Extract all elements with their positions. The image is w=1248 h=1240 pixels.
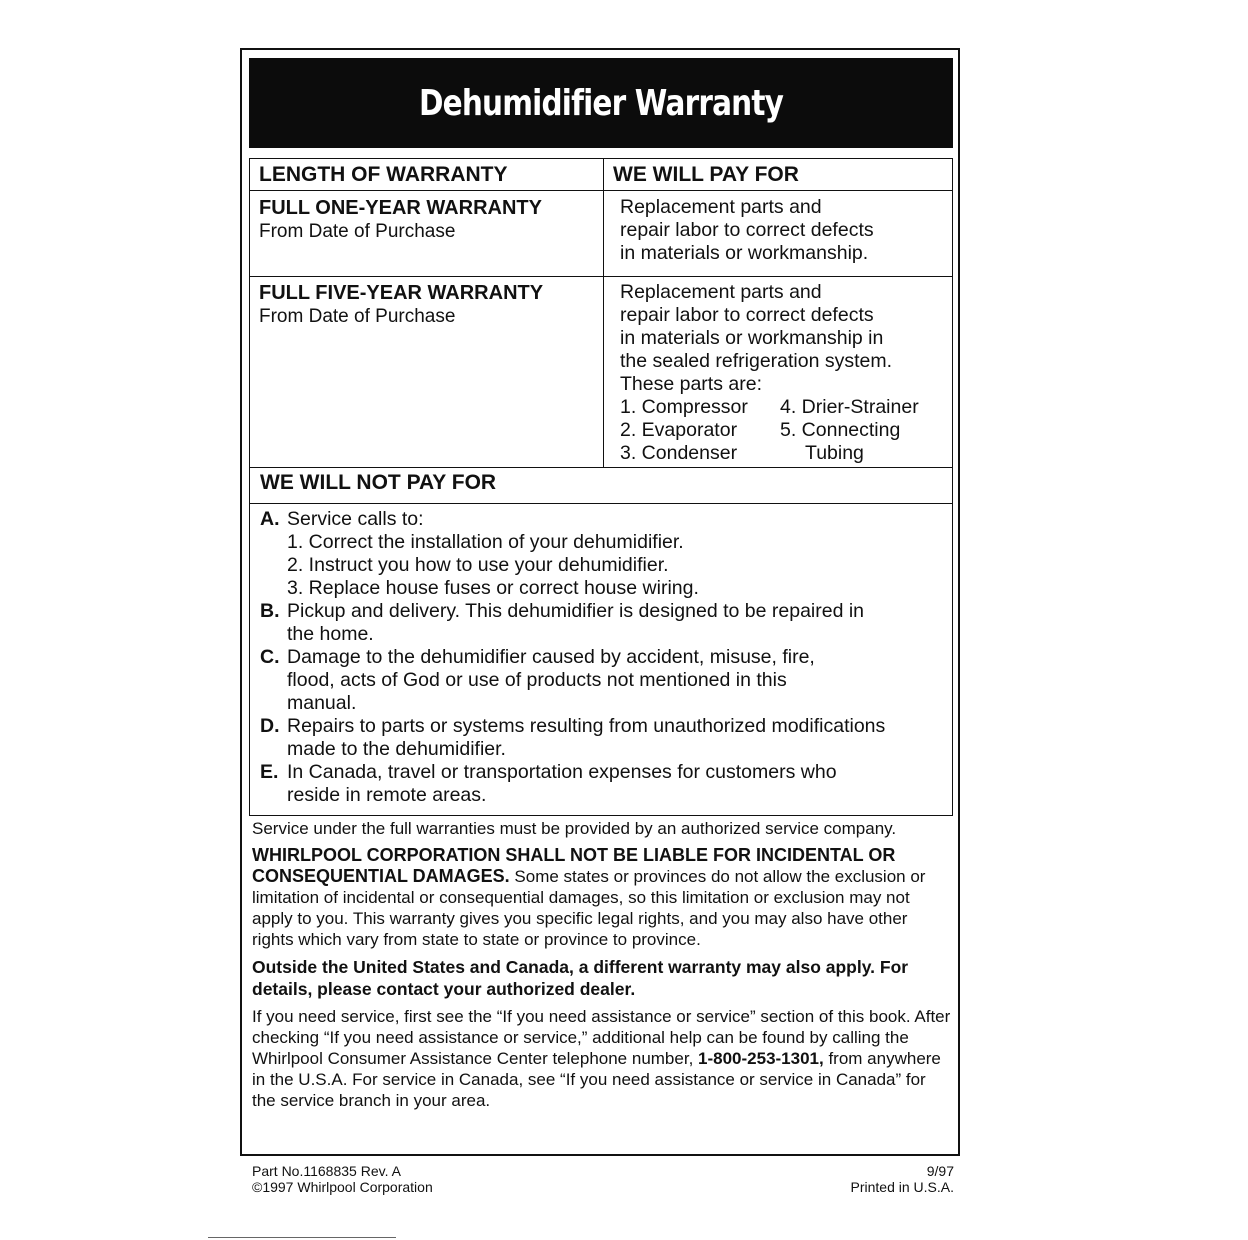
list-item: [260, 600, 942, 623]
table-header-row: [250, 159, 953, 191]
coverage-line: Replacement parts and: [620, 196, 822, 218]
list-item: [260, 508, 942, 531]
scan-artifact-line: [208, 1237, 396, 1238]
page-title: Dehumidifier Warranty: [418, 82, 784, 124]
liability-paragraph: [252, 845, 952, 950]
item-letter: D.: [260, 715, 280, 737]
footer-right: [851, 1163, 955, 1195]
warranty-table: [249, 158, 953, 468]
item-text: Service calls to:: [287, 508, 424, 530]
part-item: 4. Drier-Strainer: [780, 396, 919, 418]
title-banner: [249, 58, 953, 148]
item-text: Repairs to parts or systems resulting from unauthorized modifications: [287, 715, 886, 737]
part-item: 2. Evaporator: [620, 419, 738, 441]
list-item: [260, 646, 942, 669]
service-text-pre: If you need service, first see the “If you need assistance or service” section of this book. After checking “If you need assistance or service,” additional help can be found by calling the Whirlpool Consumer Assistance Center telephone number,: [252, 1007, 951, 1068]
coverage-line: in materials or workmanship.: [620, 242, 869, 264]
item-continuation: manual.: [287, 692, 357, 714]
parts-list: [613, 396, 952, 465]
coverage-cell: [604, 191, 953, 277]
footer-left: [252, 1163, 433, 1195]
liability-bold: WHIRLPOOL CORPORATION SHALL NOT BE LIABLE FOR INCIDENTAL OR CONSEQUENTIAL DAMAGES.: [252, 845, 896, 886]
item-letter: B.: [260, 600, 280, 622]
coverage-line: These parts are:: [620, 373, 762, 395]
table-row: [250, 191, 953, 277]
warranty-type: FULL FIVE-YEAR WARRANTY: [259, 282, 544, 304]
outside-us-note: Outside the United States and Canada, a different warranty may also apply. For details, please contact your authorized dealer.: [252, 957, 909, 999]
item-continuation: the home.: [287, 623, 374, 645]
list-item: [260, 715, 942, 738]
coverage-line: Replacement parts and: [620, 281, 822, 303]
coverage-line: repair labor to correct defects: [620, 304, 874, 326]
coverage-line: in materials or workmanship in: [620, 327, 884, 349]
item-text: Damage to the dehumidifier caused by accident, misuse, fire,: [287, 646, 815, 668]
service-note: Service under the full warranties must be provided by an authorized service company.: [252, 819, 897, 838]
list-item: [260, 761, 942, 784]
sub-item: 1. Correct the installation of your dehumidifier.: [287, 531, 684, 553]
header-we-will-pay-for: WE WILL PAY FOR: [604, 159, 953, 191]
item-continuation: made to the dehumidifier.: [287, 738, 506, 760]
liability-text: Some states or provinces do not allow the exclusion or limitation of incidental or consequential damages, so this limitation or exclusion may not apply to you. This warranty gives you specific legal rights, and you may also have other rights which vary from state to state or province to province.: [252, 867, 926, 949]
service-text-post: from anywhere in the U.S.A. For service in Canada, see “If you need assistance or service in Canada” for the service branch in your area.: [252, 1049, 941, 1110]
warranty-start: From Date of Purchase: [259, 221, 456, 242]
fine-print: [252, 818, 952, 1117]
warranty-type: FULL ONE-YEAR WARRANTY: [259, 197, 542, 219]
printed-in: Printed in U.S.A.: [850, 1179, 954, 1195]
warranty-cell: [250, 191, 604, 277]
not-pay-heading: WE WILL NOT PAY FOR: [249, 464, 953, 504]
item-text: Pickup and delivery. This dehumidifier is designed to be repaired in: [287, 600, 865, 622]
coverage-cell: [604, 277, 953, 468]
item-letter: E.: [260, 761, 279, 783]
warranty-start: From Date of Purchase: [259, 306, 456, 327]
header-length-of-warranty: LENGTH OF WARRANTY: [250, 159, 604, 191]
not-pay-list: [249, 503, 953, 816]
part-number: Part No.1168835 Rev. A: [252, 1163, 401, 1179]
coverage-line: repair labor to correct defects: [620, 219, 874, 241]
sub-item: 3. Replace house fuses or correct house wiring.: [287, 577, 699, 599]
sub-item: 2. Instruct you how to use your dehumidifier.: [287, 554, 669, 576]
item-text: In Canada, travel or transportation expenses for customers who: [287, 761, 837, 783]
table-row: [250, 277, 953, 468]
part-item: Tubing: [805, 442, 864, 464]
coverage-line: the sealed refrigeration system.: [620, 350, 893, 372]
phone-number: 1-800-253-1301,: [698, 1049, 824, 1068]
part-item: 3. Condenser: [620, 442, 738, 464]
copyright: ©1997 Whirlpool Corporation: [252, 1179, 433, 1195]
part-item: 5. Connecting: [780, 419, 901, 441]
item-continuation: flood, acts of God or use of products not mentioned in this: [287, 669, 787, 691]
warranty-frame: [240, 48, 960, 1156]
item-letter: C.: [260, 646, 280, 668]
print-date: 9/97: [926, 1163, 954, 1179]
warranty-cell: [250, 277, 604, 468]
item-continuation: reside in remote areas.: [287, 784, 487, 806]
part-item: 1. Compressor: [620, 396, 748, 418]
item-letter: A.: [260, 508, 280, 530]
service-paragraph: [252, 1006, 952, 1111]
